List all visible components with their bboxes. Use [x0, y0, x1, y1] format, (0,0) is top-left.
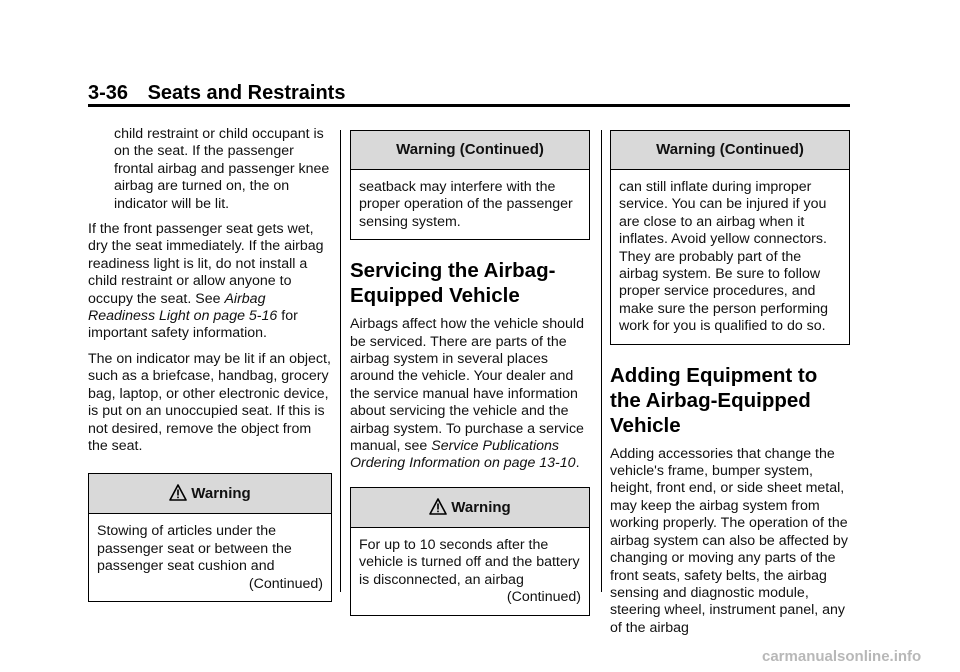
column-divider [601, 130, 602, 592]
continued-label: (Continued) [506, 589, 581, 606]
section-title: Seats and Restraints [147, 82, 346, 104]
warning-header: Warning (Continued) [611, 131, 849, 170]
section-heading: Servicing the Airbag-Equipped Vehicle [350, 259, 556, 308]
warning-text: Stowing of articles under the passenger seat or between the passenger seat cushion and [97, 523, 292, 575]
paragraph: Adding accessories that change the vehicle's frame, bumper system, height, front end, or side sheet metal, may keep the airbag system from working properly. The operation of the airbag system can also be affected by changing or moving any parts of the front seats, safety belts, the airbag sensing and diagnostic module, steering wheel, instrument panel, any of the airbag [610, 445, 848, 636]
paragraph: Airbags affect how the vehicle should be serviced. There are parts of the airbag system in several places around the vehicle. Your dealer and the service manual have information about servicing the vehicle and the airbag system. To purchase a service manual, see Service Publications Ordering Information on page 13-10. [350, 316, 584, 472]
header-rule [88, 104, 850, 107]
warning-title: Warning [191, 485, 251, 503]
warning-body [351, 170, 589, 239]
warning-box [350, 487, 590, 616]
warning-title: Warning [451, 498, 511, 516]
warning-icon [169, 484, 187, 501]
warning-icon [429, 498, 447, 515]
warning-body [89, 514, 331, 601]
column-2 [350, 120, 590, 616]
paragraph: If the front passenger seat gets wet, dry the seat immediately. If the airbag readiness light is lit, do not install a child restraint or allow anyone to occupy the seat. See Airbag Readiness Light on page 5-16 for important safety information. [88, 221, 324, 342]
warning-box-continued [350, 130, 590, 240]
warning-header [351, 488, 589, 528]
warning-box [88, 473, 332, 602]
warning-header [89, 474, 331, 514]
warning-box-continued [610, 130, 850, 345]
warning-header: Warning (Continued) [351, 131, 589, 170]
page-header [88, 82, 345, 105]
paragraph: The on indicator may be lit if an object, such as a briefcase, handbag, grocery bag, laptop, or other electronic device, is put on an unoccupied seat. If this is not desired, remove the object from the seat. [88, 350, 331, 454]
warning-body [611, 170, 849, 344]
warning-text: can still inflate during improper service. You can be injured if you are close to an airbag when it inflates. Avoid yellow connectors. They are probably part of the airbag system. Be sure to follow proper service procedures, and make sure the person performing work for you is qualified to do so. [619, 179, 828, 335]
warning-text: seatback may interfere with the proper operation of the passenger sensing system. [359, 179, 573, 230]
cross-reference: Airbag Readiness Light on page 5-16 [88, 290, 278, 325]
page-number: 3-36 [88, 82, 129, 104]
section-heading: Adding Equipment to the Airbag-Equipped Vehicle [610, 363, 818, 437]
warning-body [351, 528, 589, 615]
column-1 [88, 126, 332, 602]
warning-text: For up to 10 seconds after the vehicle is turned off and the battery is disconnected, an airbag [359, 536, 580, 588]
continued-label: (Continued) [248, 575, 323, 592]
paragraph: child restraint or child occupant is on the seat. If the passenger frontal airbag and passenger knee airbag are turned on, the on indicator will be lit. [114, 126, 330, 212]
cross-reference: Service Publications Ordering Information on page 13-10 [350, 438, 576, 472]
column-divider [340, 130, 341, 592]
column-3 [610, 120, 850, 645]
watermark: carmanualsonline.info [762, 648, 922, 665]
